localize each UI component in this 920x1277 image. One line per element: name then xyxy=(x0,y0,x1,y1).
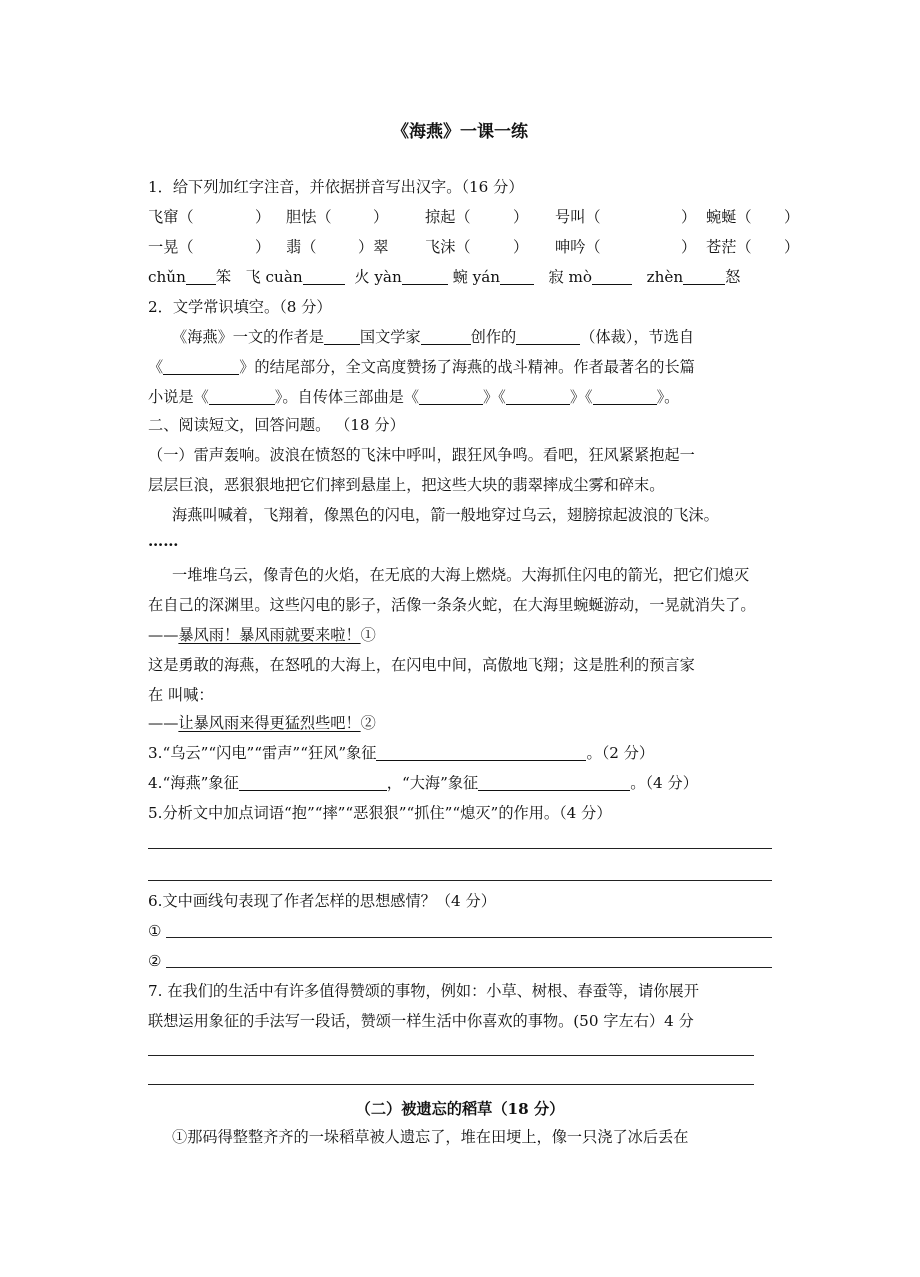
q1-row1-item: 号叫（ xyxy=(555,208,601,226)
q2-line3 xyxy=(148,386,679,408)
text: 《海燕》一文的作者是 xyxy=(172,328,324,346)
q1-row1-close: ） xyxy=(255,208,271,226)
passage-line: 一堆堆乌云，像青色的火焰，在无底的大海上燃烧。大海抓住闪电的箭光，把它们熄灭 xyxy=(172,566,750,584)
underlined-text: 让暴风雨来得更猛烈些吧！ xyxy=(178,714,361,732)
answer-blank[interactable] xyxy=(209,388,275,405)
answer-blank[interactable] xyxy=(239,774,387,791)
q1-row1-close: ） xyxy=(784,208,800,226)
text: 小说是《 xyxy=(148,388,209,406)
dash: —— xyxy=(148,714,179,732)
passage-line: ①那码得整整齐齐的一垛稻草被人遗忘了，堆在田埂上，像一只浇了冰后丢在 xyxy=(172,1128,689,1146)
answer-blank[interactable] xyxy=(478,774,630,791)
answer-blank[interactable] xyxy=(376,744,586,761)
passage-line: 层层巨浪，恶狠狠地把它们摔到悬崖上，把这些大块的翡翠摔成尘雾和碎末。 xyxy=(148,476,665,494)
ellipsis: …… xyxy=(148,532,179,550)
answer-line[interactable] xyxy=(148,1084,754,1085)
q1-row2-item: 翡（ xyxy=(286,238,317,256)
text: 》《 xyxy=(483,388,506,406)
text: 创作的 xyxy=(470,328,517,346)
q1-row1-item: 胆怯（ xyxy=(286,208,332,226)
answer-blank[interactable] xyxy=(186,268,216,285)
q1-row2-item: 苍茫（ xyxy=(706,238,752,256)
q6-answer-1 xyxy=(148,920,162,942)
text: 》。 xyxy=(656,388,680,406)
q7-line: 联想运用象征的手法写一段话，赞颂一样生活中你喜欢的事物。(50 字左右）4 分 xyxy=(148,1012,694,1030)
pinyin: 蜿 yán xyxy=(452,268,501,286)
q1-heading: 1．给下列加红字注音，并依据拼音写出汉字。（16 分） xyxy=(148,178,524,196)
answer-line[interactable] xyxy=(148,848,772,849)
answer-line[interactable] xyxy=(166,967,772,968)
q1-row1-item: 飞窜（ xyxy=(148,208,194,226)
answer-blank[interactable] xyxy=(683,268,725,285)
text: 4.“海燕”象征 xyxy=(148,774,239,792)
q2-heading: 2．文学常识填空。（8 分） xyxy=(148,298,332,316)
q3 xyxy=(148,742,654,764)
q1-row1-close: ） xyxy=(681,208,697,226)
q1-row1-item: 蜿蜒（ xyxy=(706,208,752,226)
q1-row2-close: ） xyxy=(513,238,529,256)
q1-row2-close: ）翠 xyxy=(358,238,389,256)
pinyin: zhèn xyxy=(646,268,684,286)
passage-line: 在自己的深渊里。这些闪电的影子，活像一条条火蛇，在大海里蜿蜒游动，一晃就消失了。 xyxy=(148,596,756,614)
dash: —— xyxy=(148,626,179,644)
q6-answer-2 xyxy=(148,950,162,972)
text: ，“大海”象征 xyxy=(386,774,479,792)
underlined-text: 暴风雨！暴风雨就要来啦！ xyxy=(178,626,361,644)
answer-blank[interactable] xyxy=(402,268,448,285)
passage-line: 这是勇敢的海燕，在怒吼的大海上，在闪电中间，高傲地飞翔；这是胜利的预言家 xyxy=(148,656,695,674)
text: 国文学家 xyxy=(359,328,421,346)
text: 。（2 分） xyxy=(586,744,655,762)
circled-number: ① xyxy=(360,626,376,644)
text: 3.“乌云”“闪电”“雷声”“狂风”象征 xyxy=(148,744,377,762)
answer-blank[interactable] xyxy=(421,328,471,345)
q2-line1 xyxy=(172,326,694,348)
q1-row1-close: ） xyxy=(373,208,389,226)
circled-number: ① xyxy=(148,922,162,940)
pinyin: 火 yàn xyxy=(354,268,402,286)
text: 《 xyxy=(148,358,164,376)
q1-row2-close: ） xyxy=(681,238,697,256)
q6: 6.文中画线句表现了作者怎样的思想感情？（4 分） xyxy=(148,892,496,910)
passage-line: （一）雷声轰响。波浪在愤怒的飞沫中呼叫，跟狂风争鸣。看吧，狂风紧紧抱起一 xyxy=(148,446,695,464)
text: （体裁），节选自 xyxy=(580,328,695,346)
word: 笨 xyxy=(215,268,232,286)
part3-heading: （二）被遗忘的稻草（18 分） xyxy=(355,1100,565,1118)
underlined-sentence-2 xyxy=(148,712,376,734)
q1-row3 xyxy=(148,266,740,288)
answer-blank[interactable] xyxy=(593,388,657,405)
answer-blank[interactable] xyxy=(419,388,483,405)
text: 》的结尾部分，全文高度赞扬了海燕的战斗精神。作者最著名的长篇 xyxy=(239,358,695,376)
part2-heading: 二、阅读短文，回答问题。 （18 分） xyxy=(148,416,405,434)
pinyin: 寂 mò xyxy=(548,268,593,286)
text: 。（4 分） xyxy=(630,774,698,792)
answer-line[interactable] xyxy=(166,937,772,938)
word: 怒 xyxy=(725,268,741,286)
answer-blank[interactable] xyxy=(303,268,345,285)
answer-line[interactable] xyxy=(148,880,772,881)
pinyin: 飞 cuàn xyxy=(245,268,303,286)
q5: 5.分析文中加点词语“抱”“摔”“恶狠狠”“抓住”“熄灭”的作用。（4 分） xyxy=(148,804,612,822)
underlined-sentence-1 xyxy=(148,624,376,646)
passage-line: 海燕叫喊着，飞翔着，像黑色的闪电，箭一般地穿过乌云，翅膀掠起波浪的飞沫。 xyxy=(172,506,719,524)
q1-row2-close: ） xyxy=(784,238,800,256)
q1-row2-item: 飞沫（ xyxy=(425,238,471,256)
page-title: 《海燕》一课一练 xyxy=(392,122,528,142)
pinyin: chǔn xyxy=(148,268,186,286)
q2-line2 xyxy=(148,356,695,378)
circled-number: ② xyxy=(360,714,376,732)
q1-row2-item: 一晃（ xyxy=(148,238,194,256)
q1-row2-item: 呻吟（ xyxy=(555,238,601,256)
answer-blank[interactable] xyxy=(163,358,239,375)
answer-blank[interactable] xyxy=(592,268,632,285)
answer-line[interactable] xyxy=(148,1055,754,1056)
text: 》。自传体三部曲是《 xyxy=(274,388,420,406)
text: 》《 xyxy=(569,388,593,406)
answer-blank[interactable] xyxy=(506,388,570,405)
circled-number: ② xyxy=(148,952,162,970)
passage-line: 在 叫喊： xyxy=(148,686,214,704)
q1-row1-close: ） xyxy=(513,208,529,226)
answer-blank[interactable] xyxy=(516,328,580,345)
q1-row1-item: 掠起（ xyxy=(425,208,471,226)
q7-line: 7. 在我们的生活中有许多值得赞颂的事物，例如：小草、树根、春蚕等，请你展开 xyxy=(148,982,699,1000)
answer-blank[interactable] xyxy=(500,268,534,285)
q4 xyxy=(148,772,698,794)
q1-row2-close: ） xyxy=(255,238,271,256)
answer-blank[interactable] xyxy=(324,328,360,345)
